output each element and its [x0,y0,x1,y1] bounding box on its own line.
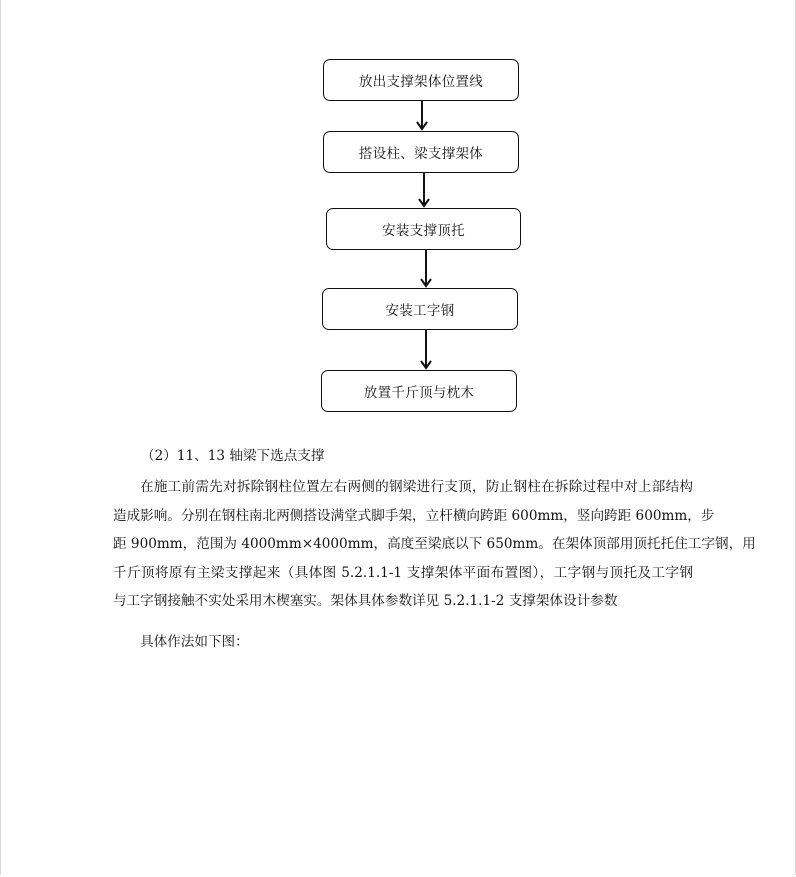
section-heading: （2）11、13 轴梁下选点支撑 [141,448,325,464]
paragraph-line-4: 千斤顶将原有主梁支撑起来（具体图 5.2.1.1-1 支撑架体平面布置图），工字钢与顶托及工字钢 [113,564,693,581]
flow-step-2-label: 搭设柱、梁支撑架体 [358,146,484,162]
paragraph-line-5: 与工字钢接触不实处采用木楔塞实。架体具体参数详见 5.2.1.1-2 支撑架体设计参数 [113,593,618,610]
flow-arrow-3-icon [419,250,433,288]
flow-arrow-4-icon [419,330,433,370]
paragraph-line-1: 在施工前需先对拆除钢柱位置左右两侧的钢梁进行支顶，防止钢柱在拆除过程中对上部结构 [140,479,693,495]
flow-step-4-label: 安装工字钢 [385,303,455,319]
flow-step-3-label: 安装支撑顶托 [382,223,465,239]
flow-step-5 [321,370,517,412]
flow-arrow-2-icon [417,173,431,208]
flow-arrow-1-icon [415,101,429,131]
paragraph-line-3: 距 900mm，范围为 4000mm×4000mm，高度至梁底以下 650mm。在架体顶部用顶托托住工字钢，用 [113,536,756,553]
paragraph-line-2: 造成影响。分别在钢柱南北两侧搭设满堂式脚手架，立杆横向跨距 600mm，竖向跨距 600mm，步 [113,507,715,524]
body-paragraph [113,473,756,616]
flow-step-1-label: 放出支撑架体位置线 [358,74,484,90]
flow-step-3 [326,208,521,250]
flow-step-2 [323,131,519,173]
closing-line: 具体作法如下图： [140,634,249,650]
flow-step-1 [323,59,519,101]
flow-step-4 [322,288,518,330]
flow-step-5-label: 放置千斤顶与枕木 [363,385,475,401]
